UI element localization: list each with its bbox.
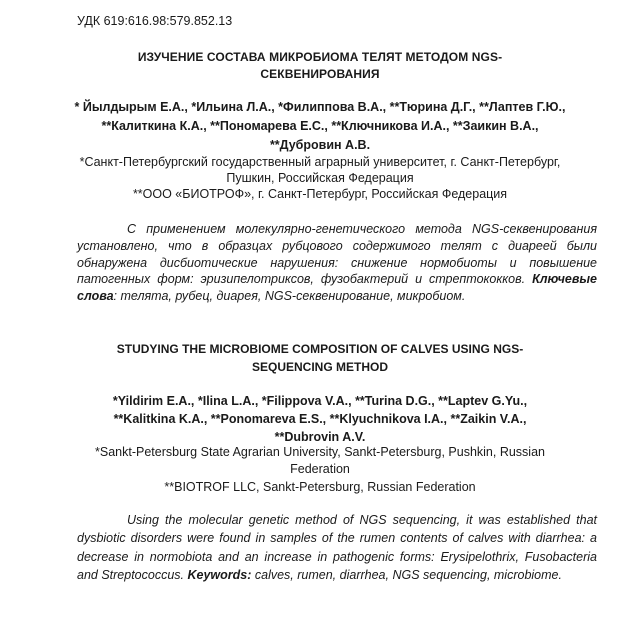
authors-ru-line: * Йылдырым Е.А., *Ильина Л.А., *Филиппова В.А., **Тюрина Д.Г., **Лаптев Г.Ю., — [74, 100, 566, 114]
authors-en-line: *Yildirim E.A., *Ilina L.A., *Filippova V.A., **Turina D.G., **Laptev G.Yu., — [112, 394, 528, 408]
authors-ru-line: **Дубровин А.В. — [269, 138, 371, 152]
udc-code: УДК 619:616.98:579.852.13 — [77, 14, 233, 28]
abstract-en — [77, 511, 597, 585]
abstract-ru-text: С применением молекулярно-генетического метода NGS-секвенирования установлено, что в образцах рубцового содержимого телят с диареей были обнаружена дисбиотические нарушения: снижение нормобиоты и повышение патогенных форм: эризипелотриксов, фузобактерий и стрептококков. — [77, 222, 597, 287]
affiliation-ru-1 — [70, 154, 570, 186]
keywords-ru-label: Ключевые слова — [77, 272, 597, 304]
title-en-line: SEQUENCING METHOD — [251, 360, 388, 374]
title-ru — [70, 49, 570, 83]
keywords-en-label: Keywords: — [187, 568, 252, 583]
abstract-en-text: Using the molecular genetic method of NGS sequencing, it was established that dysbiotic disorders were found in samples of the rumen contents of calves with diarrhea: a decrease in normobiota and an increase in pathogenic forms: Erysipelothrix, Fusobacteria and Streptococcus. — [77, 513, 597, 583]
affiliation-ru-line: Пушкин, Российская Федерация — [226, 171, 414, 185]
authors-en-line: **Kalitkina K.A., **Ponomareva E.S., **Klyuchnikova I.A., **Zaikin V.A., — [113, 412, 527, 426]
affiliation-en-line: Federation — [290, 462, 350, 476]
authors-en-line: **Dubrovin A.V. — [274, 430, 366, 444]
authors-en — [70, 392, 570, 446]
authors-ru — [70, 98, 570, 155]
title-ru-line: СЕКВЕНИРОВАНИЯ — [260, 67, 380, 81]
affiliation-ru-2: **ООО «БИОТРОФ», г. Санкт-Петербург, Российская Федерация — [132, 187, 508, 201]
abstract-ru — [77, 221, 597, 305]
authors-ru-line: **Калиткина К.А., **Пономарева Е.С., **Ключникова И.А., **Заикин В.А., — [101, 119, 539, 133]
title-ru-line: ИЗУЧЕНИЕ СОСТАВА МИКРОБИОМА ТЕЛЯТ МЕТОДОМ NGS- — [137, 50, 503, 64]
keywords-en-text: calves, rumen, diarrhea, NGS sequencing, microbiome. — [251, 568, 562, 583]
affiliation-ru-line: *Санкт-Петербургский государственный аграрный университет, г. Санкт-Петербург, — [79, 155, 561, 169]
keywords-ru-text: : телята, рубец, диарея, NGS-секвенирование, микробиом. — [113, 289, 466, 304]
affiliation-en-1 — [70, 444, 570, 478]
affiliation-en-line: *Sankt-Petersburg State Agrarian University, Sankt-Petersburg, Pushkin, Russian — [95, 445, 545, 459]
title-en-line: STUDYING THE MICROBIOME COMPOSITION OF CALVES USING NGS- — [116, 342, 524, 356]
affiliation-en-2: **BIOTROF LLC, Sankt-Petersburg, Russian Federation — [164, 480, 476, 494]
title-en — [70, 340, 570, 376]
